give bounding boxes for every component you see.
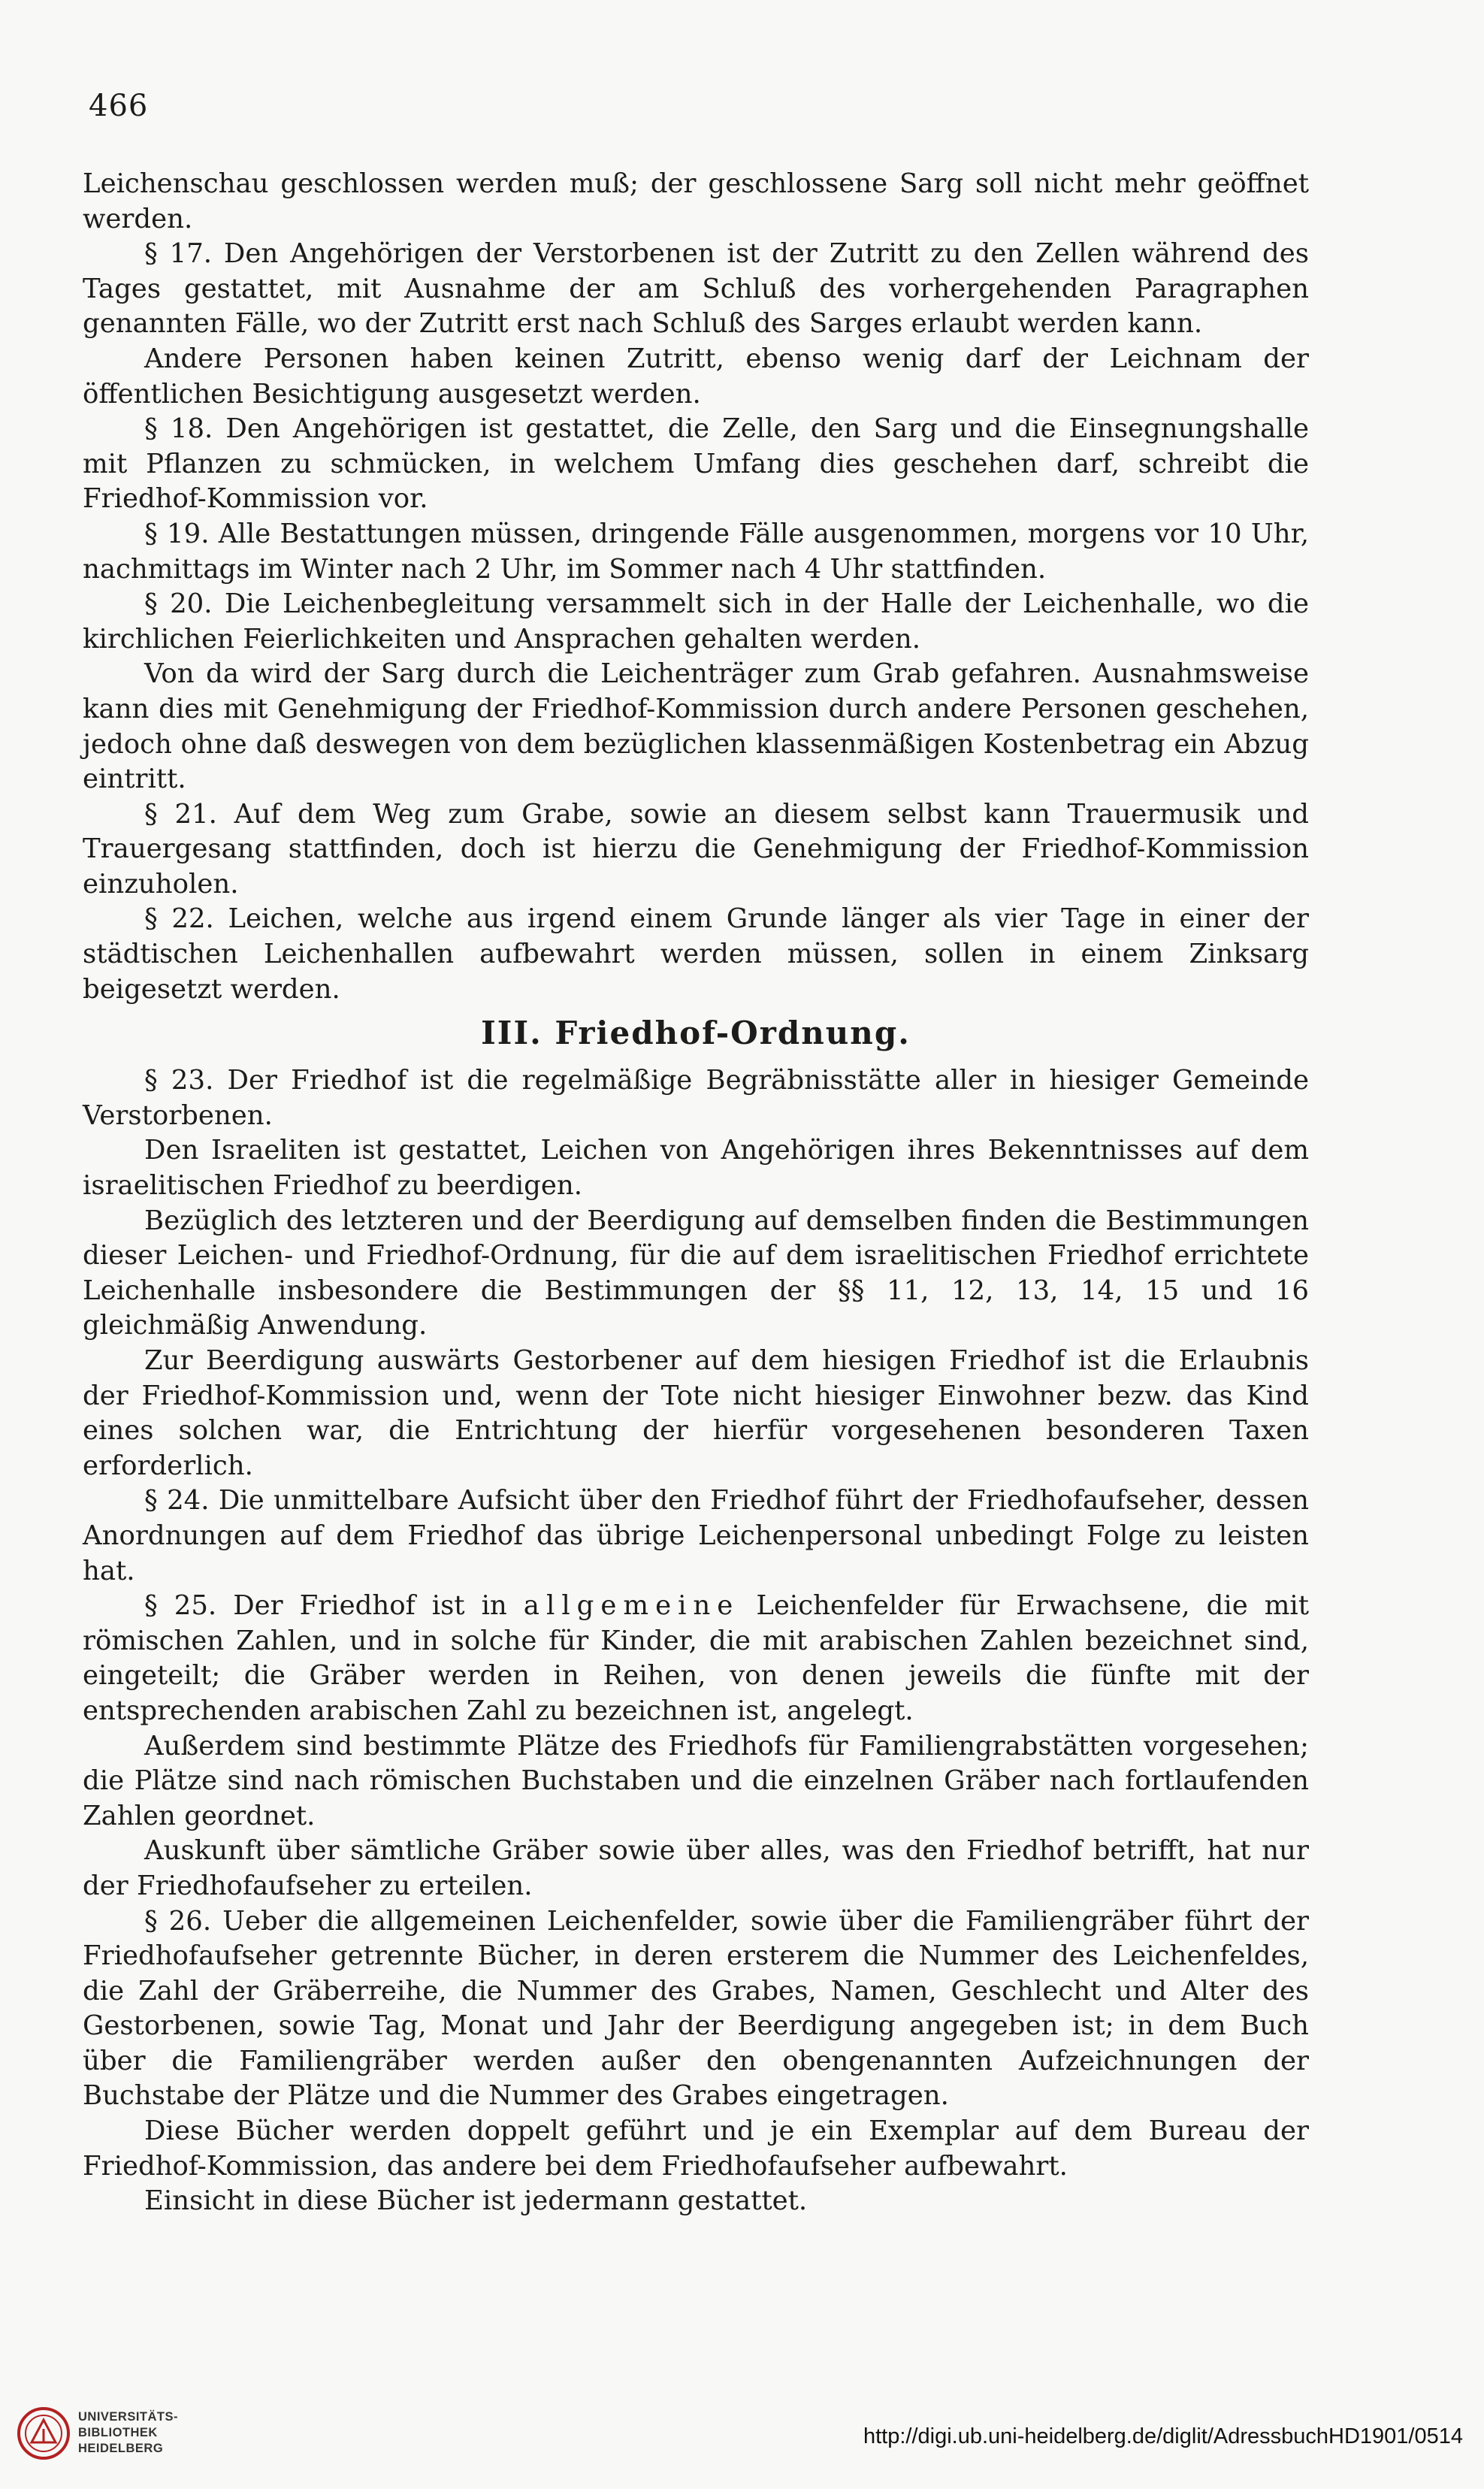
footer xyxy=(0,2382,1484,2472)
library-name-line: UNIVERSITÄTS- xyxy=(78,2410,179,2424)
library-logo[interactable] xyxy=(17,2406,204,2474)
body-text xyxy=(83,167,1309,2219)
paragraph-section-17: § 17. Den Angehörigen der Verstorbenen ist der Zutritt zu den Zellen während des Tages gestattet, mit Ausnahme der am Schluß des vorhergehenden Paragraphen genannten Fälle, wo der Zutritt erst nach Schluß des Sarges erlaubt werden kann. xyxy=(83,238,1309,340)
paragraph: Auskunft über sämtliche Gräber sowie über alles, was den Friedhof betrifft, hat nur der Friedhofaufseher zu erteilen. xyxy=(83,1835,1309,1901)
paragraph: Einsicht in diese Bücher ist jedermann gestattet. xyxy=(144,2185,808,2217)
paragraph: Den Israeliten ist gestattet, Leichen von Angehörigen ihres Bekenntnisses auf dem israelitischen Friedhof zu beerdigen. xyxy=(83,1135,1309,1202)
paragraph-section-23: § 23. Der Friedhof ist die regelmäßige Begräbnisstätte aller in hiesiger Gemeinde Verstorbenen. xyxy=(83,1065,1309,1131)
paragraph-text: § 25. Der Friedhof ist in xyxy=(144,1590,524,1622)
paragraph-section-19: § 19. Alle Bestattungen müssen, dringende Fälle ausgenommen, morgens vor 10 Uhr, nachmittags im Winter nach 2 Uhr, im Sommer nach 4 Uhr stattfinden. xyxy=(83,518,1309,585)
library-name-line: HEIDELBERG xyxy=(78,2442,164,2455)
source-url-link[interactable]: http://digi.ub.uni-heidelberg.de/diglit/AdressbuchHD1901/0514 xyxy=(863,2424,1463,2448)
paragraph: Andere Personen haben keinen Zutritt, ebenso wenig darf der Leichnam der öffentlichen Besichtigung ausgesetzt werden. xyxy=(83,343,1309,410)
paragraph: Von da wird der Sarg durch die Leichenträger zum Grab gefahren. Ausnahmsweise kann dies mit Genehmigung der Friedhof-Kommission durch andere Personen geschehen, jedoch ohne daß deswegen von dem bezüglichen klassenmäßigen Kostenbetrag ein Abzug eintritt. xyxy=(83,658,1309,795)
spaced-emphasis: allgemeine xyxy=(523,1590,740,1622)
paragraph-section-20: § 20. Die Leichenbegleitung versammelt sich in der Halle der Leichenhalle, wo die kirchlichen Feierlichkeiten und Ansprachen gehalten werden. xyxy=(83,588,1309,655)
paragraph-section-18: § 18. Den Angehörigen ist gestattet, die Zelle, den Sarg und die Einsegnungshalle mit Pflanzen zu schmücken, in welchem Umfang dies geschehen darf, schreibt die Friedhof-Kommission vor. xyxy=(83,413,1309,515)
paragraph-section-21: § 21. Auf dem Weg zum Grabe, sowie an diesem selbst kann Trauermusik und Trauergesang stattfinden, doch ist hierzu die Genehmigung der Friedhof-Kommission einzuholen. xyxy=(83,798,1309,900)
paragraph-section-24: § 24. Die unmittelbare Aufsicht über den Friedhof führt der Friedhofaufseher, dessen Anordnungen auf dem Friedhof das übrige Leichenpersonal unbedingt Folge zu leisten hat. xyxy=(83,1485,1309,1586)
paragraph-section-26: § 26. Ueber die allgemeinen Leichenfelder, sowie über die Familiengräber führt der Friedhofaufseher getrennte Bücher, in deren ersterem die Nummer des Leichenfeldes, die Zahl der Gräberreihe, die Nummer des Grabes, Namen, Geschlecht und Alter des Gestorbenen, sowie Tag, Monat und Jahr der Beerdigung angegeben ist; in dem Buch über die Familiengräber werden außer den obengenannten Aufzeichnungen der Buchstabe der Plätze und die Nummer des Grabes eingetragen. xyxy=(83,1905,1309,2112)
paragraph: Bezüglich des letzteren und der Beerdigung auf demselben finden die Bestimmungen dieser Leichen- und Friedhof-Ordnung, für die auf dem israelitischen Friedhof errichtete Leichenhalle insbesondere die Bestimmungen der §§ 11, 12, 13, 14, 15 und 16 gleichmäßig Anwendung. xyxy=(83,1205,1309,1341)
page-number: 466 xyxy=(89,89,149,123)
paragraph-section-22: § 22. Leichen, welche aus irgend einem Grunde länger als vier Tage in einer der städtischen Leichenhallen aufbewahrt werden müssen, sollen in einem Zinksarg beigesetzt werden. xyxy=(83,903,1309,1005)
paragraph: Leichenschau geschlossen werden muß; der geschlossene Sarg soll nicht mehr geöffnet werden. xyxy=(83,168,1309,234)
paragraph-section-25 xyxy=(83,1589,1309,1728)
paragraph: Außerdem sind bestimmte Plätze des Friedhofs für Familiengrabstätten vorgesehen; die Plätze sind nach römischen Buchstaben und die einzelnen Gräber nach fortlaufenden Zahlen geordnet. xyxy=(83,1730,1309,1831)
library-name-line: BIBLIOTHEK xyxy=(78,2426,158,2439)
paragraph: Diese Bücher werden doppelt geführt und je ein Exemplar auf dem Bureau der Friedhof-Kommission, das andere bei dem Friedhofaufseher aufbewahrt. xyxy=(83,2115,1309,2182)
paragraph-text: Leichenfelder für Erwachsene, die mit römischen Zahlen, und in solche für Kinder, die mit arabischen Zahlen bezeichnet sind, eingeteilt; die Gräber werden in Reihen, von denen jeweils die fünfte mit der entsprechenden arabischen Zahl zu bezeichnen ist, angelegt. xyxy=(83,1590,1309,1726)
section-heading: III. Friedhof-Ordnung. xyxy=(481,1015,911,1052)
paragraph: Zur Beerdigung auswärts Gestorbener auf dem hiesigen Friedhof ist die Erlaubnis der Friedhof-Kommission und, wenn der Tote nicht hiesiger Einwohner bezw. das Kind eines solchen war, die Entrichtung der hierfür vorgesehenen besonderen Taxen erforderlich. xyxy=(83,1345,1309,1481)
library-seal-icon xyxy=(17,2406,71,2460)
library-name xyxy=(78,2409,213,2457)
